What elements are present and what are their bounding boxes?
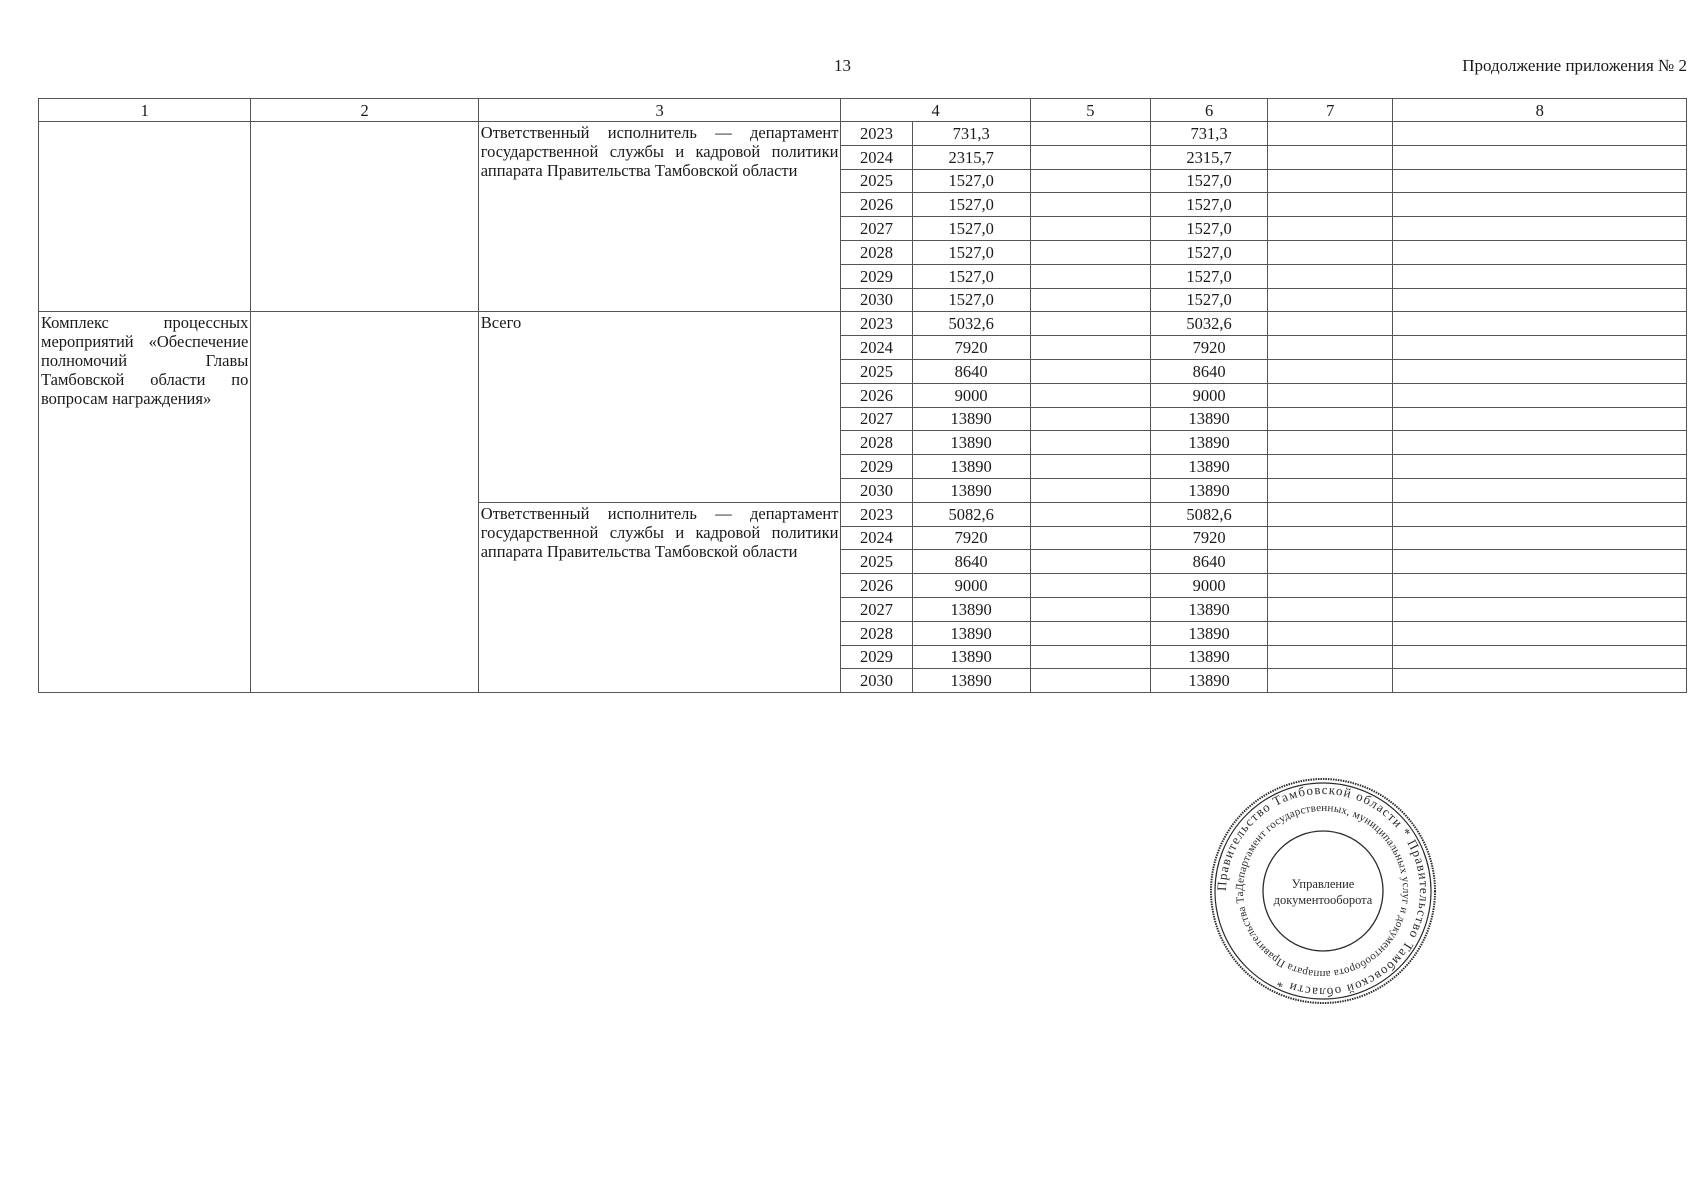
total-amount-cell: 13890 [912, 431, 1030, 455]
column-number-3: 3 [478, 99, 841, 122]
column-5-cell [1030, 669, 1150, 693]
column-8-cell [1393, 550, 1687, 574]
column-7-cell [1268, 288, 1393, 312]
regional-budget-cell: 5032,6 [1150, 312, 1267, 336]
year-cell: 2025 [841, 169, 912, 193]
year-cell: 2023 [841, 312, 912, 336]
total-amount-cell: 13890 [912, 669, 1030, 693]
total-amount-cell: 731,3 [912, 122, 1030, 146]
column-5-cell [1030, 574, 1150, 598]
column-5-cell [1030, 407, 1150, 431]
year-cell: 2029 [841, 455, 912, 479]
column-number-1: 1 [39, 99, 251, 122]
column-5-cell [1030, 383, 1150, 407]
total-amount-cell: 8640 [912, 550, 1030, 574]
column-8-cell [1393, 597, 1687, 621]
total-amount-cell: 2315,7 [912, 145, 1030, 169]
column-5-cell [1030, 597, 1150, 621]
regional-budget-cell: 1527,0 [1150, 193, 1267, 217]
year-cell: 2029 [841, 645, 912, 669]
column-5-cell [1030, 145, 1150, 169]
column-8-cell [1393, 145, 1687, 169]
seal-inner-ring-text: Департамент государственных, муниципальных услуг и документооборота аппарата Правительства Та [1233, 801, 1413, 981]
regional-budget-cell: 9000 [1150, 383, 1267, 407]
column-8-cell [1393, 312, 1687, 336]
column-7-cell [1268, 455, 1393, 479]
total-amount-cell: 13890 [912, 597, 1030, 621]
year-cell: 2027 [841, 407, 912, 431]
regional-budget-cell: 7920 [1150, 336, 1267, 360]
column-7-cell [1268, 597, 1393, 621]
regional-budget-cell: 5082,6 [1150, 502, 1267, 526]
program-measure-cell: Комплекс процессных мероприятий «Обеспечение полномочий Главы Тамбовской области по вопросам награждения» [39, 312, 251, 693]
year-cell: 2028 [841, 621, 912, 645]
column-5-cell [1030, 288, 1150, 312]
regional-budget-cell: 1527,0 [1150, 217, 1267, 241]
table-row [39, 312, 1687, 336]
total-amount-cell: 13890 [912, 407, 1030, 431]
column-7-cell [1268, 145, 1393, 169]
year-cell: 2025 [841, 359, 912, 383]
column-5-cell [1030, 169, 1150, 193]
total-amount-cell: 1527,0 [912, 169, 1030, 193]
total-amount-cell: 1527,0 [912, 193, 1030, 217]
column-number-8: 8 [1393, 99, 1687, 122]
column-7-cell [1268, 621, 1393, 645]
column-7-cell [1268, 550, 1393, 574]
total-amount-cell: 5032,6 [912, 312, 1030, 336]
column-8-cell [1393, 669, 1687, 693]
column-7-cell [1268, 193, 1393, 217]
column-7-cell [1268, 122, 1393, 146]
year-cell: 2027 [841, 217, 912, 241]
year-cell: 2029 [841, 264, 912, 288]
column-8-cell [1393, 574, 1687, 598]
column-8-cell [1393, 383, 1687, 407]
year-cell: 2024 [841, 336, 912, 360]
column-5-cell [1030, 240, 1150, 264]
column-7-cell [1268, 431, 1393, 455]
seal-center-line-2: документооборота [1273, 893, 1373, 907]
column-7-cell [1268, 645, 1393, 669]
year-cell: 2026 [841, 383, 912, 407]
column-8-cell [1393, 359, 1687, 383]
seal-center-line-1: Управление [1291, 877, 1355, 891]
regional-budget-cell: 13890 [1150, 407, 1267, 431]
year-cell: 2026 [841, 574, 912, 598]
column-5-cell [1030, 526, 1150, 550]
year-cell: 2024 [841, 526, 912, 550]
column-7-cell [1268, 336, 1393, 360]
executor-cell: Ответственный исполнитель — департамент государственной службы и кадровой политики аппарата Правительства Тамбовской области [478, 122, 841, 312]
column-5-cell [1030, 455, 1150, 479]
regional-budget-cell: 13890 [1150, 621, 1267, 645]
year-cell: 2030 [841, 288, 912, 312]
total-amount-cell: 1527,0 [912, 240, 1030, 264]
column-7-cell [1268, 502, 1393, 526]
total-amount-cell: 1527,0 [912, 217, 1030, 241]
year-cell: 2030 [841, 478, 912, 502]
year-cell: 2025 [841, 550, 912, 574]
total-amount-cell: 13890 [912, 645, 1030, 669]
column-7-cell [1268, 169, 1393, 193]
column-7-cell [1268, 240, 1393, 264]
column-number-2: 2 [251, 99, 478, 122]
column-8-cell [1393, 455, 1687, 479]
regional-budget-cell: 8640 [1150, 359, 1267, 383]
column-7-cell [1268, 312, 1393, 336]
regional-budget-cell: 2315,7 [1150, 145, 1267, 169]
table-row [39, 122, 1687, 146]
column-number-row [39, 99, 1687, 122]
column-8-cell [1393, 502, 1687, 526]
column-8-cell [1393, 169, 1687, 193]
column-number-6: 6 [1150, 99, 1267, 122]
column-number-4: 4 [841, 99, 1030, 122]
total-amount-cell: 13890 [912, 621, 1030, 645]
year-cell: 2026 [841, 193, 912, 217]
column-5-cell [1030, 193, 1150, 217]
total-amount-cell: 7920 [912, 336, 1030, 360]
column-7-cell [1268, 574, 1393, 598]
column-5-cell [1030, 359, 1150, 383]
official-seal [1208, 776, 1438, 1006]
column-5-cell [1030, 502, 1150, 526]
column-8-cell [1393, 122, 1687, 146]
year-cell: 2024 [841, 145, 912, 169]
column-number-5: 5 [1030, 99, 1150, 122]
regional-budget-cell: 13890 [1150, 455, 1267, 479]
regional-budget-cell: 8640 [1150, 550, 1267, 574]
column-5-cell [1030, 264, 1150, 288]
regional-budget-cell: 13890 [1150, 645, 1267, 669]
column-2-cell [251, 122, 478, 312]
regional-budget-cell: 1527,0 [1150, 169, 1267, 193]
page-number: 13 [834, 56, 851, 75]
column-5-cell [1030, 550, 1150, 574]
regional-budget-cell: 1527,0 [1150, 288, 1267, 312]
column-7-cell [1268, 217, 1393, 241]
column-5-cell [1030, 621, 1150, 645]
column-5-cell [1030, 431, 1150, 455]
executor-cell: Ответственный исполнитель — департамент государственной службы и кадровой политики аппарата Правительства Тамбовской области [478, 502, 841, 692]
column-2-cell [251, 312, 478, 693]
column-8-cell [1393, 407, 1687, 431]
year-cell: 2030 [841, 669, 912, 693]
regional-budget-cell: 13890 [1150, 431, 1267, 455]
column-8-cell [1393, 431, 1687, 455]
appendix-continuation-note: Продолжение приложения № 2 [1462, 56, 1687, 75]
column-7-cell [1268, 526, 1393, 550]
total-amount-cell: 1527,0 [912, 264, 1030, 288]
column-5-cell [1030, 122, 1150, 146]
column-8-cell [1393, 217, 1687, 241]
column-5-cell [1030, 336, 1150, 360]
year-cell: 2027 [841, 597, 912, 621]
column-7-cell [1268, 383, 1393, 407]
column-8-cell [1393, 336, 1687, 360]
year-cell: 2023 [841, 122, 912, 146]
column-7-cell [1268, 264, 1393, 288]
column-8-cell [1393, 526, 1687, 550]
total-amount-cell: 9000 [912, 574, 1030, 598]
column-8-cell [1393, 645, 1687, 669]
total-amount-cell: 5082,6 [912, 502, 1030, 526]
column-8-cell [1393, 240, 1687, 264]
total-amount-cell: 7920 [912, 526, 1030, 550]
column-8-cell [1393, 288, 1687, 312]
column-7-cell [1268, 359, 1393, 383]
column-5-cell [1030, 217, 1150, 241]
total-amount-cell: 13890 [912, 478, 1030, 502]
column-7-cell [1268, 407, 1393, 431]
column-8-cell [1393, 193, 1687, 217]
regional-budget-cell: 13890 [1150, 478, 1267, 502]
year-cell: 2023 [841, 502, 912, 526]
regional-budget-cell: 1527,0 [1150, 264, 1267, 288]
year-cell: 2028 [841, 431, 912, 455]
total-amount-cell: 8640 [912, 359, 1030, 383]
column-5-cell [1030, 645, 1150, 669]
year-cell: 2028 [841, 240, 912, 264]
column-8-cell [1393, 264, 1687, 288]
regional-budget-cell: 731,3 [1150, 122, 1267, 146]
executor-cell: Всего [478, 312, 841, 502]
regional-budget-cell: 13890 [1150, 597, 1267, 621]
regional-budget-cell: 1527,0 [1150, 240, 1267, 264]
column-7-cell [1268, 669, 1393, 693]
total-amount-cell: 9000 [912, 383, 1030, 407]
column-5-cell [1030, 312, 1150, 336]
total-amount-cell: 1527,0 [912, 288, 1030, 312]
seal-graphic [1208, 776, 1438, 1006]
regional-budget-cell: 13890 [1150, 669, 1267, 693]
regional-budget-cell: 7920 [1150, 526, 1267, 550]
column-number-7: 7 [1268, 99, 1393, 122]
column-8-cell [1393, 478, 1687, 502]
column-7-cell [1268, 478, 1393, 502]
budget-table [38, 98, 1687, 693]
column-8-cell [1393, 621, 1687, 645]
regional-budget-cell: 9000 [1150, 574, 1267, 598]
program-measure-cell [39, 122, 251, 312]
total-amount-cell: 13890 [912, 455, 1030, 479]
column-5-cell [1030, 478, 1150, 502]
seal-outer-ring-text: Правительство Тамбовской области * Правительство Тамбовской области * [1213, 781, 1433, 1001]
